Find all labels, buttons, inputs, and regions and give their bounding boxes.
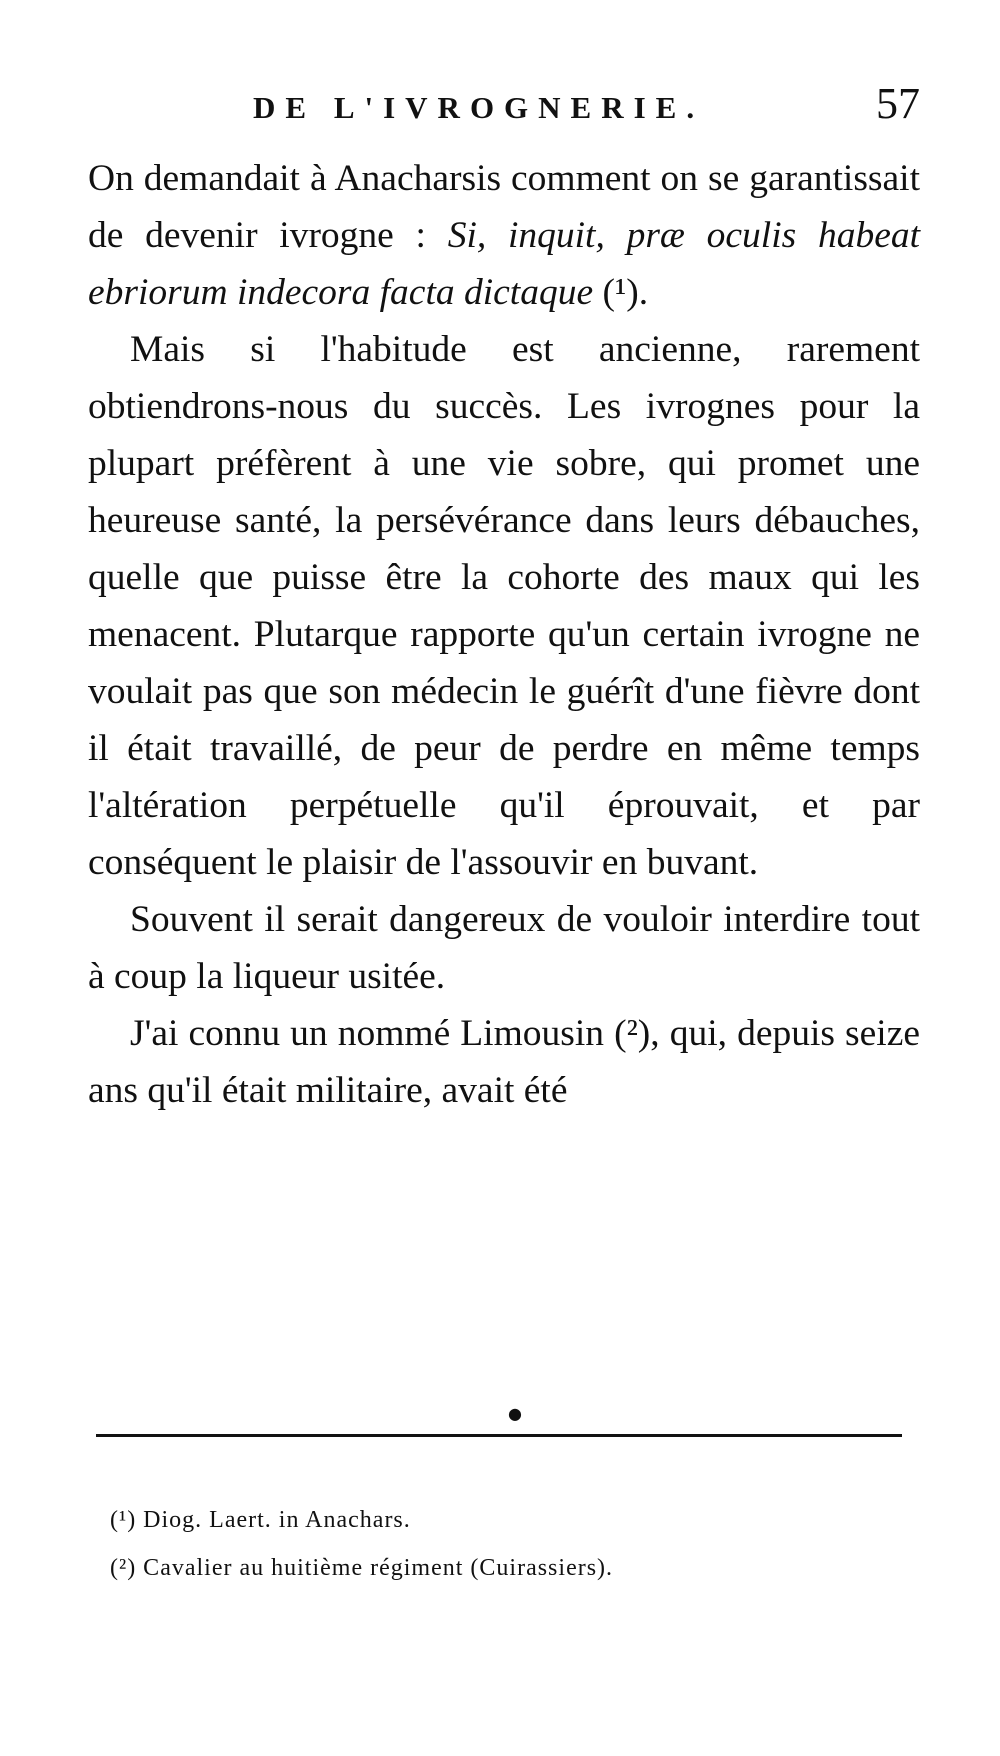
paragraph-1-text: On demandait à Anacharsis comment on se garantissait de devenir ivrogne :: [88, 158, 920, 256]
paragraph-2: Mais si l'habitude est ancienne, rarement obtiendrons-nous du succès. Les ivrognes pour la plupart préfèrent à une vie sobre, qui promet une heureuse santé, la persévérance dans leurs débauches, quelle que puisse être la cohorte des maux qui les menacent. Plutarque rapporte qu'un certain ivrogne ne voulait pas que son médecin le guérît d'une fièvre dont il était travaillé, de peur de perdre en même temps l'altération perpétuelle qu'il éprouvait, et par conséquent le plaisir de l'assouvir en buvant.: [88, 329, 920, 883]
paragraph-3: Souvent il serait dangereux de vouloir interdire tout à coup la liqueur usitée.: [88, 899, 920, 997]
footnote-divider: [96, 1434, 902, 1437]
dot-mark-icon: ●: [508, 1404, 522, 1423]
page-number: 57: [876, 79, 920, 128]
body-text: [88, 150, 920, 1119]
footnote-2: (²) Cavalier au huitième régiment (Cuirassiers).: [110, 1555, 614, 1581]
footnotes: [110, 1496, 910, 1592]
running-title: DE L'IVROGNERIE.: [253, 90, 705, 125]
paragraph-1: [88, 150, 920, 321]
latin-quotation: Si, inquit, præ oculis habeat ebriorum indecora facta dictaque: [88, 215, 921, 313]
paragraph-4: J'ai connu un nommé Limousin (²), qui, depuis seize ans qu'il était militaire, avait été: [88, 1013, 920, 1111]
footnote-ref-1: (¹).: [593, 272, 649, 313]
page-header: [88, 78, 928, 138]
footnote-1: (¹) Diog. Laert. in Anachars.: [110, 1507, 411, 1533]
